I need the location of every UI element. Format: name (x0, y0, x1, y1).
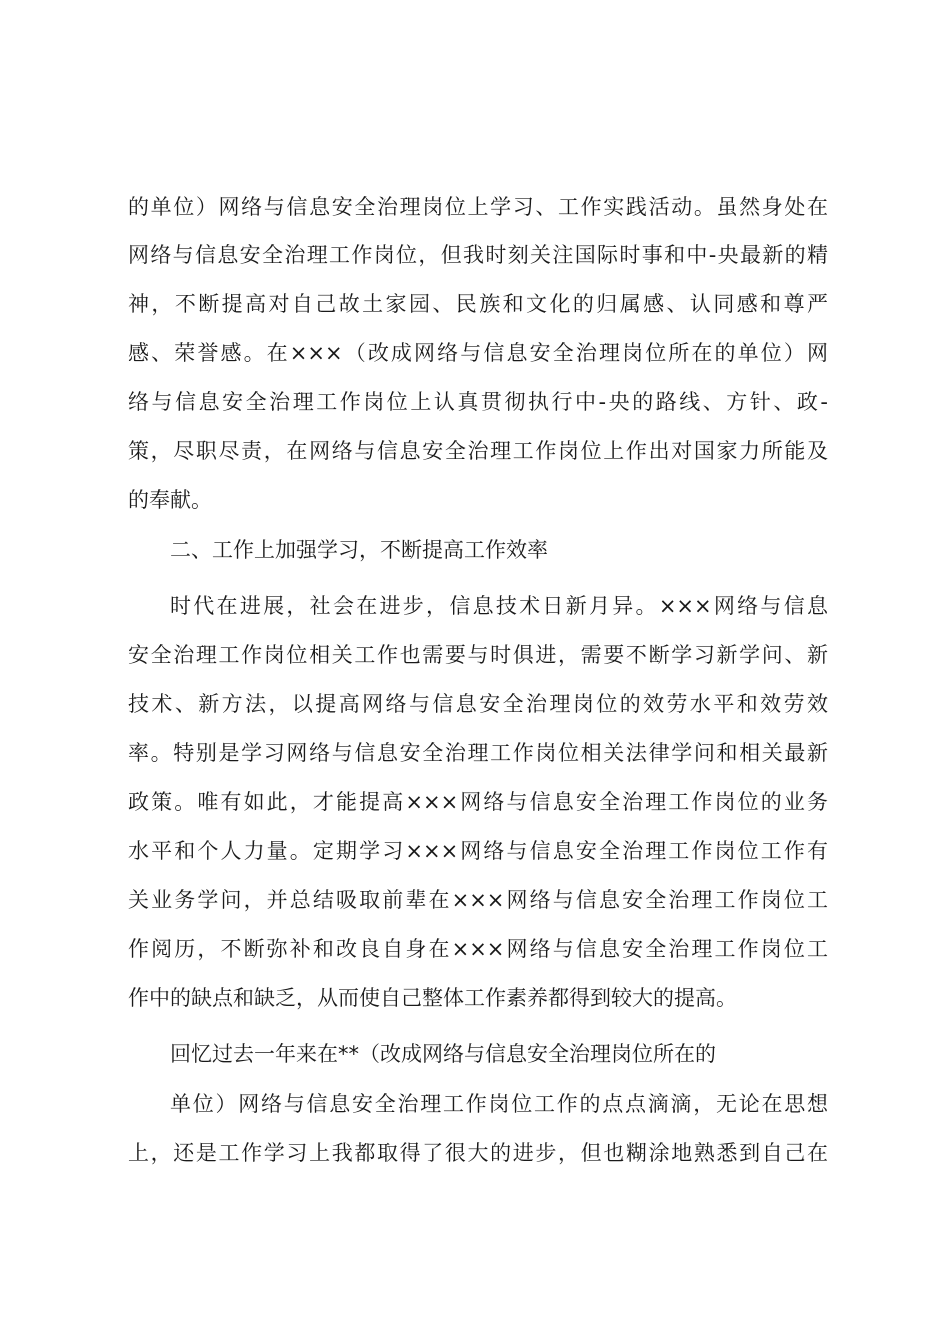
paragraph-line: 上，还是工作学习上我都取得了很大的进步，但也糊涂地熟悉到自己在 (128, 1141, 828, 1165)
paragraph-line: 的奉献。 (128, 488, 212, 512)
paragraph-line: 络与信息安全治理工作岗位上认真贯彻执行中-央的路线、方针、政- (128, 390, 828, 414)
paragraph-line: 关业务学问，并总结吸取前辈在×××网络与信息安全治理工作岗位工 (128, 888, 828, 912)
paragraph-line: 时代在进展，社会在进步，信息技术日新月异。×××网络与信息 (170, 594, 828, 618)
section-heading: 二、工作上加强学习，不断提高工作效率 (170, 538, 548, 562)
paragraph-line: 回忆过去一年来在**（改成网络与信息安全治理岗位所在的 (170, 1042, 716, 1066)
paragraph-line: 技术、新方法，以提高网络与信息安全治理岗位的效劳水平和效劳效 (128, 692, 828, 716)
paragraph-line: 作阅历，不断弥补和改良自身在×××网络与信息安全治理工作岗位工 (128, 937, 828, 961)
paragraph-line: 安全治理工作岗位相关工作也需要与时俱进，需要不断学习新学问、新 (128, 643, 828, 667)
paragraph-line: 单位）网络与信息安全治理工作岗位工作的点点滴滴，无论在思想 (170, 1092, 828, 1116)
paragraph-line: 神，不断提高对自己故土家园、民族和文化的归属感、认同感和尊严 (128, 292, 828, 316)
paragraph-line: 水平和个人力量。定期学习×××网络与信息安全治理工作岗位工作有 (128, 839, 828, 863)
paragraph-line: 率。特别是学习网络与信息安全治理工作岗位相关法律学问和相关最新 (128, 741, 828, 765)
paragraph-line: 政策。唯有如此，才能提高×××网络与信息安全治理工作岗位的业务 (128, 790, 828, 814)
paragraph-line: 网络与信息安全治理工作岗位，但我时刻关注国际时事和中-央最新的精 (128, 243, 828, 267)
paragraph-line: 作中的缺点和缺乏，从而使自己整体工作素养都得到较大的提高。 (128, 986, 737, 1010)
paragraph-line: 感、荣誉感。在×××（改成网络与信息安全治理岗位所在的单位）网 (128, 341, 828, 365)
paragraph-line: 的单位）网络与信息安全治理岗位上学习、工作实践活动。虽然身处在 (128, 195, 828, 219)
paragraph-line: 策，尽职尽责，在网络与信息安全治理工作岗位上作出对国家力所能及 (128, 439, 828, 463)
